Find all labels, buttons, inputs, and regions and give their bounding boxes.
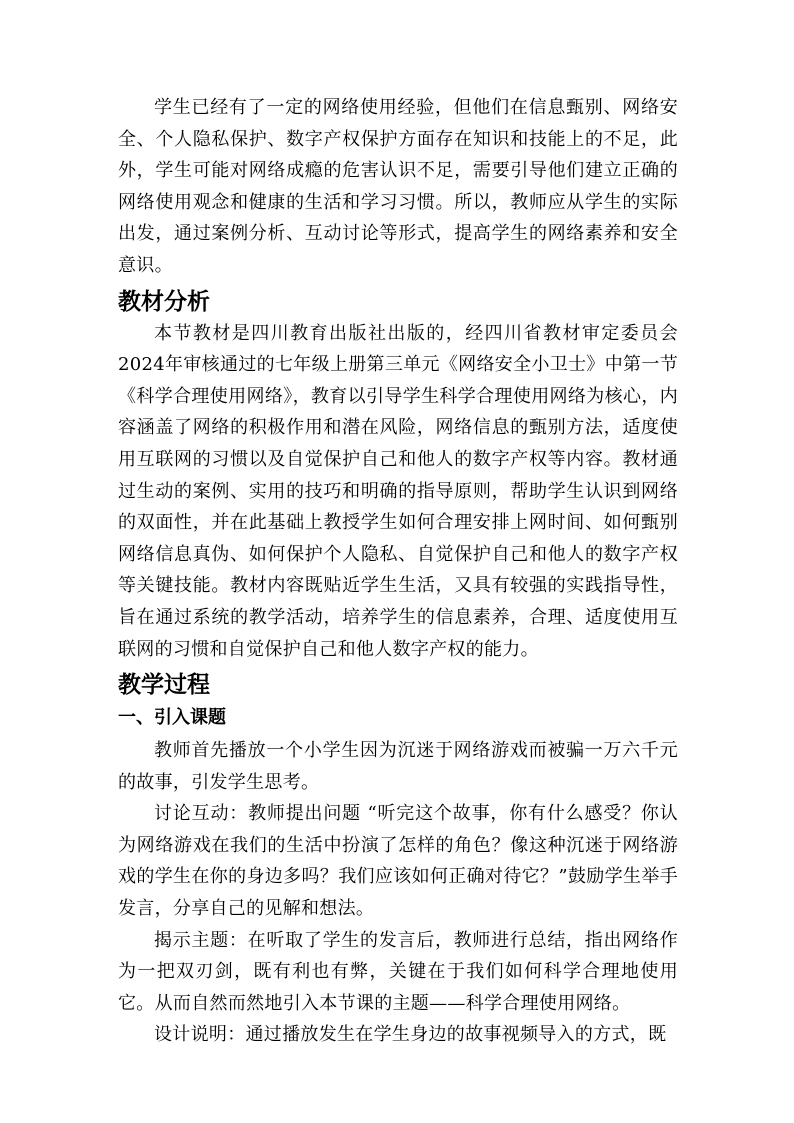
paragraph-student-analysis: 学生已经有了一定的网络使用经验，但他们在信息甄别、网络安全、个人隐私保护、数字产权保护方面存在知识和技能上的不足，此外，学生可能对网络成瘾的危害认识不足，需要引导他们建立正确的网络使用观念和健康的生活和学习习惯。所以，教师应从学生的实际出发，通过案例分析、互动讨论等形式，提高学生的网络素养和安全意识。	[118, 97, 678, 276]
paragraph-reveal-theme: 揭示主题：在听取了学生的发言后，教师进行总结，指出网络作为一把双刃剑，既有利也有弊，关键在于我们如何科学合理地使用它。从而自然而然地引入本节课的主题——科学合理使用网络。	[118, 929, 678, 1014]
document-page	[118, 92, 678, 1051]
heading-teaching-process: 教学过程	[118, 672, 210, 699]
paragraph-discussion: 讨论互动：教师提出问题 “听完这个故事，你有什么感受？你认为网络游戏在我们的生活中扮演了怎样的角色？像这种沉迷于网络游戏的学生在你的身边多吗？我们应该如何正确对待它？”鼓励学生举手发言，分享自己的见解和想法。	[118, 803, 678, 920]
paragraph-design-note: 设计说明：通过播放发生在学生身边的故事视频导入的方式，既	[154, 1024, 667, 1046]
paragraph-textbook-analysis: 本节教材是四川教育出版社出版的，经四川省教材审定委员会2024年审核通过的七年级上册第三单元《网络安全小卫士》中第一节《科学合理使用网络》，教育以引导学生科学合理使用网络为核心，内容涵盖了网络的积极作用和潜在风险，网络信息的甄别方法，适度使用互联网的习惯以及自觉保护自己和他人的数字产权等内容。教材通过生动的案例、实用的技巧和明确的指导原则，帮助学生认识到网络的双面性，并在此基础上教授学生如何合理安排上网时间、如何甄别网络信息真伪、如何保护个人隐私、自觉保护自己和他人的数字产权等关键技能。教材内容既贴近学生生活，又具有较强的实践指导性，旨在通过系统的教学活动，培养学生的信息素养，合理、适度使用互联网的习惯和自觉保护自己和他人数字产权的能力。	[118, 322, 678, 660]
heading-introduce-topic: 一、引入课题	[118, 707, 226, 729]
heading-textbook-analysis: 教材分析	[118, 288, 210, 315]
paragraph-teacher-plays-story: 教师首先播放一个小学生因为沉迷于网络游戏而被骗一万六千元的故事，引发学生思考。	[118, 740, 678, 793]
